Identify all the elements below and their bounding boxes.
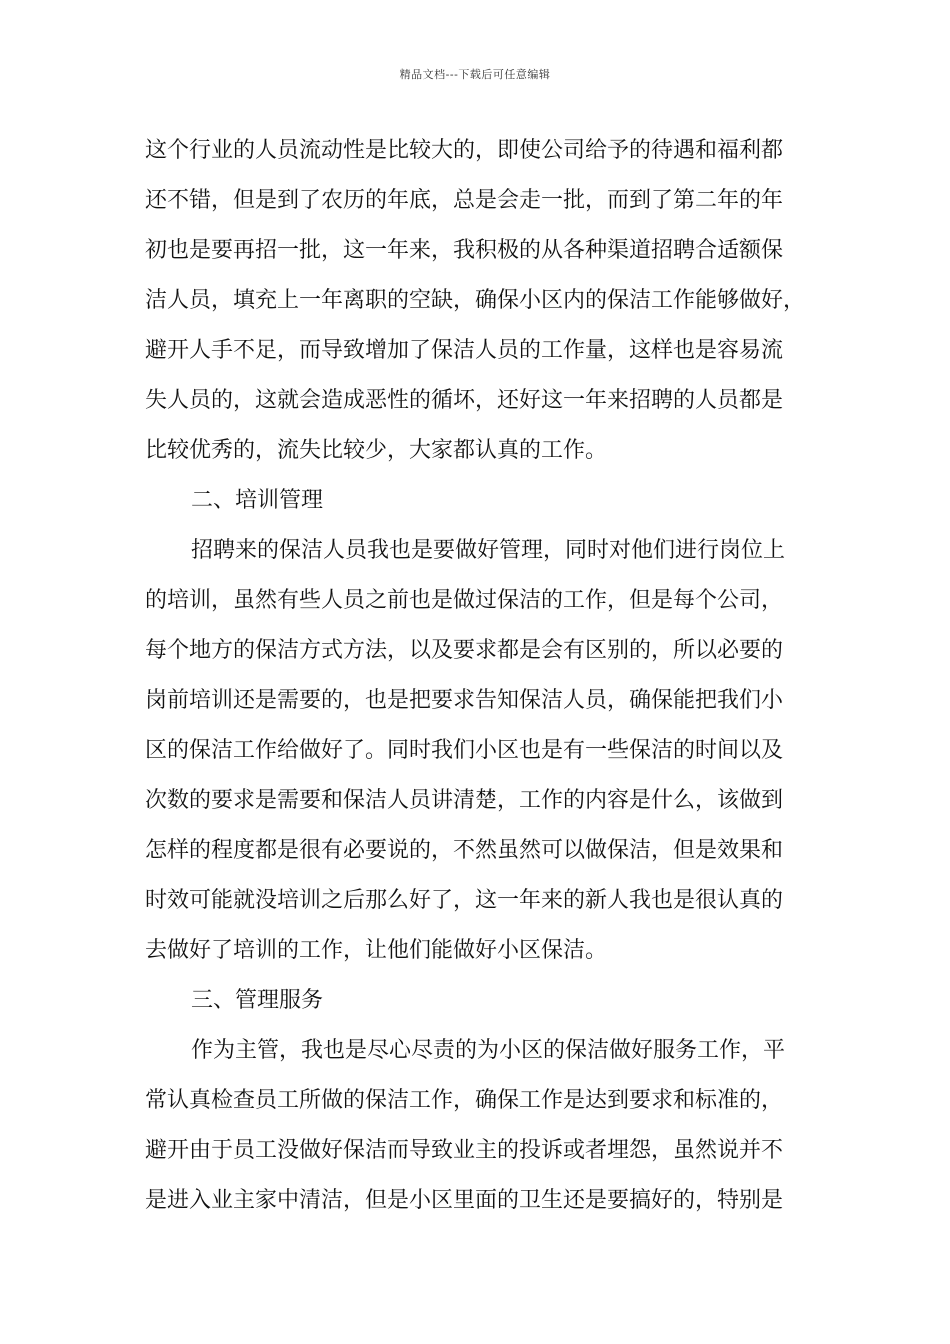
text-line: 这个行业的人员流动性是比较大的，即使公司给予的待遇和福利都	[145, 138, 784, 163]
section-heading: 三、管理服务	[191, 988, 324, 1013]
document-body	[145, 126, 810, 1226]
text-line: 避开由于员工没做好保洁而导致业主的投诉或者埋怨，虽然说并不	[145, 1138, 784, 1163]
text-line: 还不错，但是到了农历的年底，总是会走一批，而到了第二年的年	[145, 188, 784, 213]
text-line: 作为主管，我也是尽心尽责的为小区的保洁做好服务工作，平	[191, 1038, 786, 1063]
text-line: 洁人员，填充上一年离职的空缺，确保小区内的保洁工作能够做好，	[145, 288, 806, 313]
text-line: 比较优秀的，流失比较少，大家都认真的工作。	[145, 438, 608, 463]
text-line: 每个地方的保洁方式方法，以及要求都是会有区别的，所以必要的	[145, 638, 784, 663]
text-line: 的培训，虽然有些人员之前也是做过保洁的工作，但是每个公司，	[145, 588, 784, 613]
text-line: 岗前培训还是需要的，也是把要求告知保洁人员，确保能把我们小	[145, 688, 784, 713]
text-line: 失人员的，这就会造成恶性的循坏，还好这一年来招聘的人员都是	[145, 388, 784, 413]
text-line: 避开人手不足，而导致增加了保洁人员的工作量，这样也是容易流	[145, 338, 784, 363]
text-line: 招聘来的保洁人员我也是要做好管理，同时对他们进行岗位上	[191, 538, 786, 563]
text-line: 初也是要再招一批，这一年来，我积极的从各种渠道招聘合适额保	[145, 238, 784, 263]
text-line: 是进入业主家中清洁，但是小区里面的卫生还是要搞好的，特别是	[145, 1188, 784, 1213]
text-line: 常认真检查员工所做的保洁工作，确保工作是达到要求和标准的，	[145, 1088, 784, 1113]
text-line: 次数的要求是需要和保洁人员讲清楚，工作的内容是什么，该做到	[145, 788, 784, 813]
page-header: 精品文档---下载后可任意编辑	[399, 68, 551, 81]
text-line: 去做好了培训的工作，让他们能做好小区保洁。	[145, 938, 608, 963]
text-line: 时效可能就没培训之后那么好了，这一年来的新人我也是很认真的	[145, 888, 784, 913]
section-heading: 二、培训管理	[191, 488, 324, 513]
text-line: 区的保洁工作给做好了。同时我们小区也是有一些保洁的时间以及	[145, 738, 784, 763]
text-line: 怎样的程度都是很有必要说的，不然虽然可以做保洁，但是效果和	[145, 838, 784, 863]
